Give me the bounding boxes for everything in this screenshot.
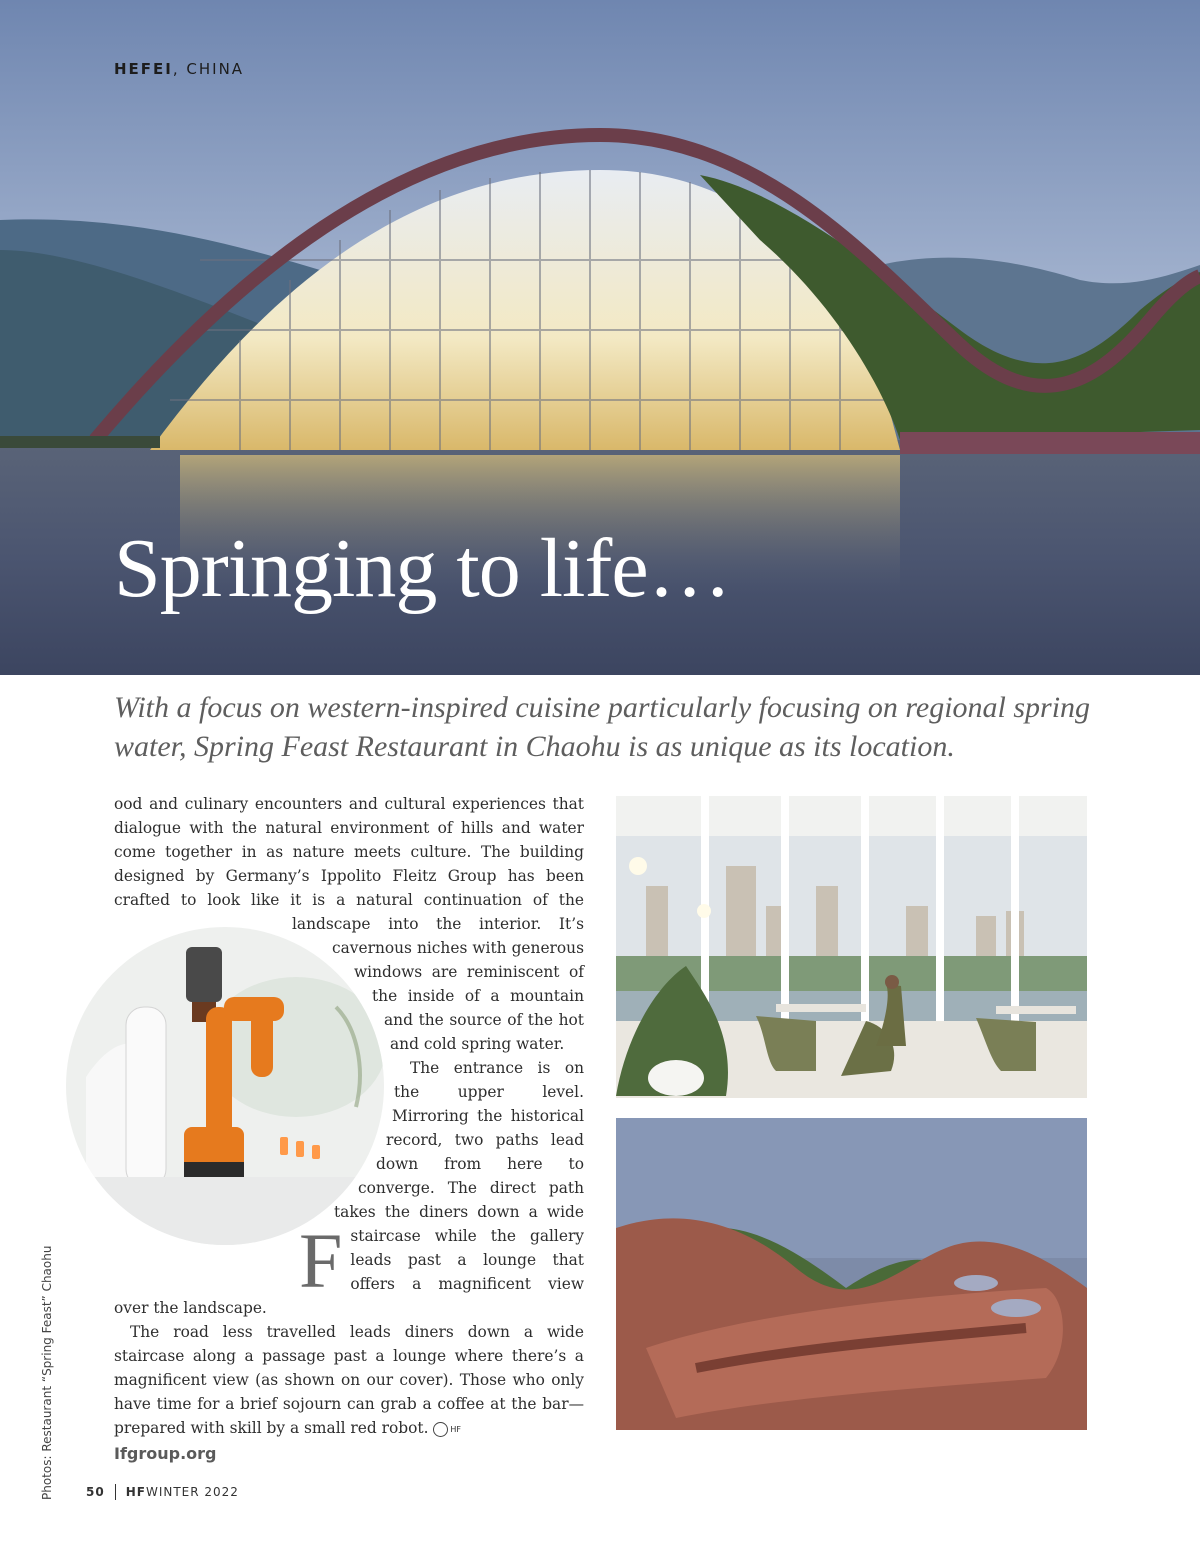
- footer-issue: [126, 1485, 239, 1499]
- location-country: , CHINA: [172, 60, 245, 78]
- end-mark-icon: HF: [433, 1422, 448, 1437]
- issue-label: WINTER 2022: [145, 1485, 239, 1499]
- drop-cap: F: [299, 1217, 343, 1304]
- dining-room-photo: [616, 796, 1087, 1098]
- headline: Springing to life…: [114, 522, 731, 615]
- paragraph-3: [114, 1320, 584, 1440]
- page-number: 50: [86, 1485, 105, 1499]
- website-link[interactable]: Ifgroup.org: [114, 1444, 217, 1463]
- magazine-logo: HF: [125, 1485, 146, 1499]
- footer-divider: [115, 1484, 116, 1500]
- paragraph-3-text: The road less travelled leads diners down a wide staircase along a passage past a lounge where there’s a magnificent view (as shown on our cover). Those who only have time for a brief sojourn can grab a coffee at the bar—prepared with skill by a small red robot.: [114, 1323, 584, 1437]
- paragraph-2: The entrance is on the upper level. Mirroring the historical record, two paths lead down from here to converge. The direct path takes the diners down a wide staircase while the gallery leads past a lounge that offers a magnificent view over the landscape.: [114, 1059, 584, 1317]
- paragraph-1-text: ood and culinary encounters and cultural experiences that dialogue with the natural environment of hills and water come together in as nature meets culture. The building designed by Germany’s Ippolito Fleitz Group has been crafted to look like it is a natural continuation of the landscape into the interior. It’s cavernous niches with generous windows are reminiscent of the inside of a mountain and the source of the hot and cold spring water.: [114, 795, 584, 1053]
- location-city: HEFEI: [114, 60, 173, 78]
- location-label: [114, 60, 244, 78]
- standfirst: With a focus on western-inspired cuisine particularly focusing on regional spring water, Spring Feast Restaurant in Chaohu is as unique as its location.: [114, 691, 1091, 763]
- robot-barista-photo: [66, 927, 384, 1245]
- hero-image: [0, 0, 1200, 675]
- page-footer: [86, 1484, 239, 1500]
- exterior-terrace-photo: [616, 1118, 1087, 1430]
- photo-credit: Photos: Restaurant “Spring Feast” Chaohu: [40, 1245, 54, 1500]
